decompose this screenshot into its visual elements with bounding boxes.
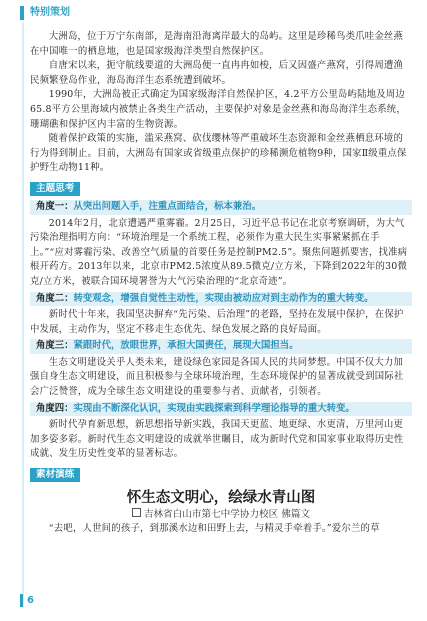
body-paragraph: 新时代十年来，我国坚决摒弃“先污染、后治理”的老路，坚持在发展中保护，在保护中发展，主动作为，坚定不移走生态优先、绿色发展之路的良好局面。: [30, 309, 404, 335]
essay-title: 怀生态文明心，绘绿水青山图: [126, 490, 316, 507]
angle-heading-2: [30, 292, 412, 307]
checkbox-square-icon: [132, 508, 141, 517]
angle-text: 从突出问题入手，注重点面结合，标本兼治。: [73, 200, 262, 212]
angle-label: 角度二：: [36, 292, 74, 304]
angle-heading-4: [30, 402, 412, 417]
angle-text: 实现由不断深化认识，实现由实践探索到科学理论指导的重大转变。: [73, 402, 355, 414]
body-paragraph: 2014年2月，北京遭遇严重雾霾。2月25日，习近平总书记在北京考察调研，为大气污染治理指明方向：“环境治理是一个系统工程，必须作为重大民生实事紧紧抓在手上。”“应对雾霾污染、改善空气质量的首要任务是控制PM2.5”。聚焦问题抓要害，找准病根开药方。2013年以来，北京市PM2.5浓度从89.5微克/立方米，下降到2022年的30微克/立方米，被联合国环境署誉为大气污染治理的“北京奇迹”。: [30, 217, 408, 287]
essay-author: [30, 508, 412, 522]
body-paragraph: 自唐宋以来，扼守航线要道的大洲岛便一直冉冉如梭，后又因盛产燕窝，引得周遭渔民频繁登岛作业，海岛海洋生态系统遭到破坏。: [30, 60, 404, 86]
angle-label: 角度四：: [36, 402, 74, 414]
section-tag-material: 素材演练: [30, 468, 80, 482]
angle-text: 紧跟时代，放眼世界，承担大国责任，展现大国担当。: [73, 340, 299, 352]
angle-label: 角度一：: [36, 200, 74, 212]
footer-accent-bar: [20, 594, 23, 607]
header-accent-bar: [20, 6, 24, 20]
body-paragraph: 随着保护政策的实施，滥采燕窝、砍伐缨林等严重破坏生态资源和金丝燕栖息环境的行为得到制止。目前，大洲岛有国家或省级重点保护的珍稀濒危植物9种，国家Ⅱ级重点保护野生动物11种。: [30, 133, 407, 174]
essay-first-line: “去吧，人世间的孩子，到那溪水边和田野上去，与精灵手牵着手。”爱尔兰的草: [48, 523, 380, 535]
author-text: 吉林省白山市第七中学协力校区 佛篇文: [143, 509, 311, 521]
section-tag-theme: 主题思考: [30, 182, 80, 196]
essay-title-block: [30, 488, 412, 522]
body-paragraph: 1990年，大洲岛被正式确定为国家级海洋自然保护区，4.2平方公里岛屿陆地及周边65.8平方公里海域内被禁止各类生产活动，主要保护对象是金丝燕和海岛海洋生态系统，珊瑚礁和保护区内丰富的生物资源。: [30, 89, 406, 130]
angle-heading-1: [30, 200, 412, 215]
angle-heading-3: [30, 339, 412, 354]
body-paragraph: 新时代孕育新思想，新思想指导新实践，我国天更蓝、地更绿、水更清，万里河山更加多姿多彩。新时代生态文明建设的成就举世瞩目，成为新时代党和国家事业取得历史性成就、发生历史性变革的显著标志。: [30, 419, 404, 460]
angle-label: 角度三：: [36, 340, 74, 352]
angle-text: 转变观念，增强自觉性主动性，实现由被动应对到主动作为的重大转变。: [73, 292, 374, 304]
body-paragraph: 大洲岛，位于万宁东南部，是海南沿海离岸最大的岛屿。这里是珍稀鸟类爪哇金丝燕在中国唯一的栖息地，也是国家级海洋类型自然保护区。: [30, 31, 404, 57]
article-body: [30, 30, 412, 537]
section-header: [20, 6, 160, 22]
page-edge-decoration: [22, 22, 24, 608]
page-footer: [20, 594, 50, 608]
header-label: 特别策划: [30, 7, 70, 18]
body-paragraph: 生态文明建设关乎人类未来，建设绿色家园是各国人民的共同梦想。中国不仅大力加强自身生态文明建设，而且积极参与全球环境治理，生态环境保护的显著成就受到国际社会广泛赞誉，成为全球生态文明建设的重要参与者、贡献者，引领者。: [30, 356, 404, 398]
page-number: 6: [27, 595, 34, 606]
